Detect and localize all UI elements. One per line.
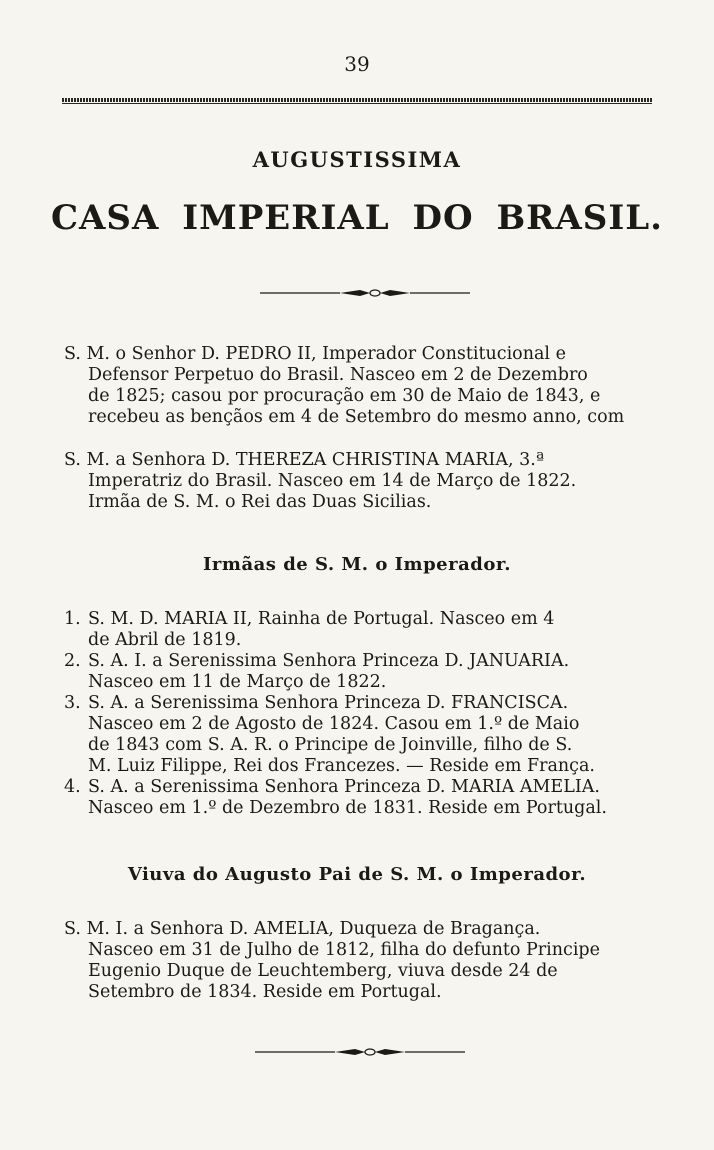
item-line: M. Luiz Filippe, Rei dos Francezes. — Reside em França.: [88, 756, 595, 776]
widow-line: Nasceo em 31 de Julho de 1812, filha do defunto Principe: [88, 940, 600, 960]
emperor-line: de 1825; casou por procuração em 30 de Maio de 1843, e: [88, 386, 601, 406]
emperor-line: Defensor Perpetuo do Brasil. Nasceo em 2 de Dezembro: [88, 365, 588, 385]
list-item: [64, 693, 656, 777]
list-item: [64, 609, 656, 651]
item-line: de 1843 com S. A. R. o Principe de Joinville, filho de S.: [88, 735, 573, 755]
ornament-divider-top: [260, 287, 470, 299]
item-number: 2.: [64, 651, 81, 671]
sisters-heading: Irmãas de S. M. o Imperador.: [203, 554, 511, 575]
list-item: [64, 651, 656, 693]
item-line: Nasceo em 11 de Março de 1822.: [88, 672, 387, 692]
item-line: S. M. D. MARIA II, Rainha de Portugal. Nasceo em 4: [88, 609, 555, 629]
item-line: S. A. I. a Serenissima Senhora Princeza D. JANUARIA.: [88, 651, 570, 671]
sisters-list: [64, 609, 656, 819]
title-augustissima: AUGUSTISSIMA: [252, 147, 462, 172]
emperor-line: S. M. o Senhor D. PEDRO II, Imperador Constitucional e: [64, 344, 566, 364]
item-line: Nasceo em 2 de Agosto de 1824. Casou em 1.º de Maio: [88, 714, 580, 734]
item-number: 4.: [64, 777, 81, 797]
list-item: [64, 777, 656, 819]
empress-line: Imperatriz do Brasil. Nasceo em 14 de Março de 1822.: [88, 471, 577, 491]
title-casa-imperial: CASA IMPERIAL DO BRASIL.: [50, 198, 664, 238]
widow-line: Setembro de 1834. Reside em Portugal.: [88, 982, 442, 1002]
widow-entry: [64, 919, 656, 1003]
item-line: S. A. a Serenissima Senhora Princeza D. MARIA AMELIA.: [88, 777, 600, 797]
empress-line: Irmãa de S. M. o Rei das Duas Sicilias.: [88, 492, 432, 512]
page-number: 39: [344, 52, 370, 76]
emperor-entry: [64, 344, 656, 428]
top-rule: [62, 98, 652, 102]
item-number: 3.: [64, 693, 81, 713]
widow-line: Eugenio Duque de Leuchtemberg, viuva desde 24 de: [88, 961, 558, 981]
emperor-line: recebeu as bençãos em 4 de Setembro do mesmo anno, com: [88, 407, 625, 427]
widow-heading: Viuva do Augusto Pai de S. M. o Imperador.: [127, 864, 587, 885]
item-line: Nasceo em 1.º de Dezembro de 1831. Reside em Portugal.: [88, 798, 607, 818]
ornament-divider-bottom: [255, 1046, 465, 1058]
empress-line: S. M. a Senhora D. THEREZA CHRISTINA MARIA, 3.ª: [64, 450, 545, 470]
widow-line: S. M. I. a Senhora D. AMELIA, Duqueza de Bragança.: [64, 919, 541, 939]
item-line: de Abril de 1819.: [88, 630, 242, 650]
item-line: S. A. a Serenissima Senhora Princeza D. FRANCISCA.: [88, 693, 569, 713]
item-number: 1.: [64, 609, 81, 629]
empress-entry: [64, 450, 656, 513]
